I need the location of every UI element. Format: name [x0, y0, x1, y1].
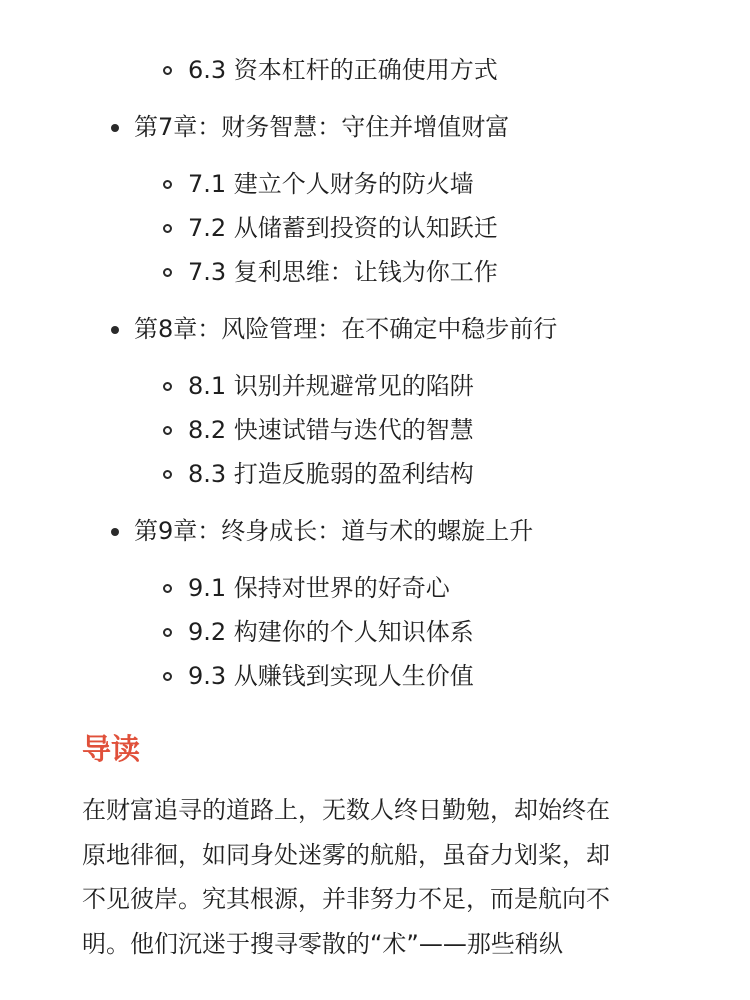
- paragraph-line: 在财富追寻的道路上，无数人终日勤勉，却始终在: [82, 796, 610, 824]
- circle-bullet-icon: [163, 268, 172, 277]
- paragraph-line: 原地徘徊，如同身处迷雾的航船，虽奋力划桨，却: [82, 840, 610, 869]
- disc-bullet-icon: [111, 528, 119, 536]
- toc-subitem-text: 9.1 保持对世界的好奇心: [188, 574, 450, 602]
- toc-chapter: [134, 515, 533, 547]
- toc-subitem: [188, 414, 474, 446]
- circle-bullet-icon: [163, 470, 172, 479]
- toc-subitem: [188, 370, 474, 402]
- toc-subitem: [188, 616, 474, 648]
- intro-paragraph: [82, 788, 672, 966]
- toc-subitem-text: 8.3 打造反脆弱的盈利结构: [188, 460, 474, 488]
- paragraph-line: 不见彼岸。究其根源，并非努力不足，而是航向不: [82, 885, 610, 913]
- circle-bullet-icon: [163, 426, 172, 435]
- toc-subitem: [188, 572, 450, 604]
- toc-subitem-text: 8.1 识别并规避常见的陷阱: [188, 372, 474, 400]
- circle-bullet-icon: [163, 66, 172, 75]
- circle-bullet-icon: [163, 382, 172, 391]
- toc-subitem-text: 9.3 从赚钱到实现人生价值: [188, 662, 474, 690]
- toc-subitem-text: 7.2 从储蓄到投资的认知跃迁: [188, 214, 498, 242]
- toc-subitem: [188, 54, 498, 86]
- toc-subitem: [188, 212, 498, 244]
- toc-subitem-text: 9.2 构建你的个人知识体系: [188, 618, 474, 646]
- toc-subitem: [188, 256, 498, 288]
- circle-bullet-icon: [163, 224, 172, 233]
- disc-bullet-icon: [111, 326, 119, 334]
- toc-subitem-text: 8.2 快速试错与迭代的智慧: [188, 416, 474, 444]
- toc-chapter: [134, 111, 509, 143]
- toc-subitem: [188, 458, 474, 490]
- disc-bullet-icon: [111, 124, 119, 132]
- intro-heading: 导读: [82, 732, 141, 766]
- toc-subitem-text: 7.3 复利思维：让钱为你工作: [188, 258, 498, 286]
- toc-chapter: [134, 313, 557, 345]
- toc-subitem: [188, 168, 474, 200]
- toc-chapter-text: 第9章：终身成长：道与术的螺旋上升: [134, 517, 534, 545]
- toc-subitem: [188, 660, 474, 692]
- toc-subitem-text: 6.3 资本杠杆的正确使用方式: [188, 56, 498, 84]
- toc-chapter-text: 第8章：风险管理：在不确定中稳步前行: [134, 315, 558, 343]
- circle-bullet-icon: [163, 672, 172, 681]
- toc-chapter-text: 第7章：财务智慧：守住并增值财富: [134, 113, 510, 141]
- circle-bullet-icon: [163, 180, 172, 189]
- paragraph-line: 明。他们沉迷于搜寻零散的“术”——那些稍纵: [82, 929, 563, 958]
- toc-subitem-text: 7.1 建立个人财务的防火墙: [188, 170, 474, 198]
- circle-bullet-icon: [163, 584, 172, 593]
- circle-bullet-icon: [163, 628, 172, 637]
